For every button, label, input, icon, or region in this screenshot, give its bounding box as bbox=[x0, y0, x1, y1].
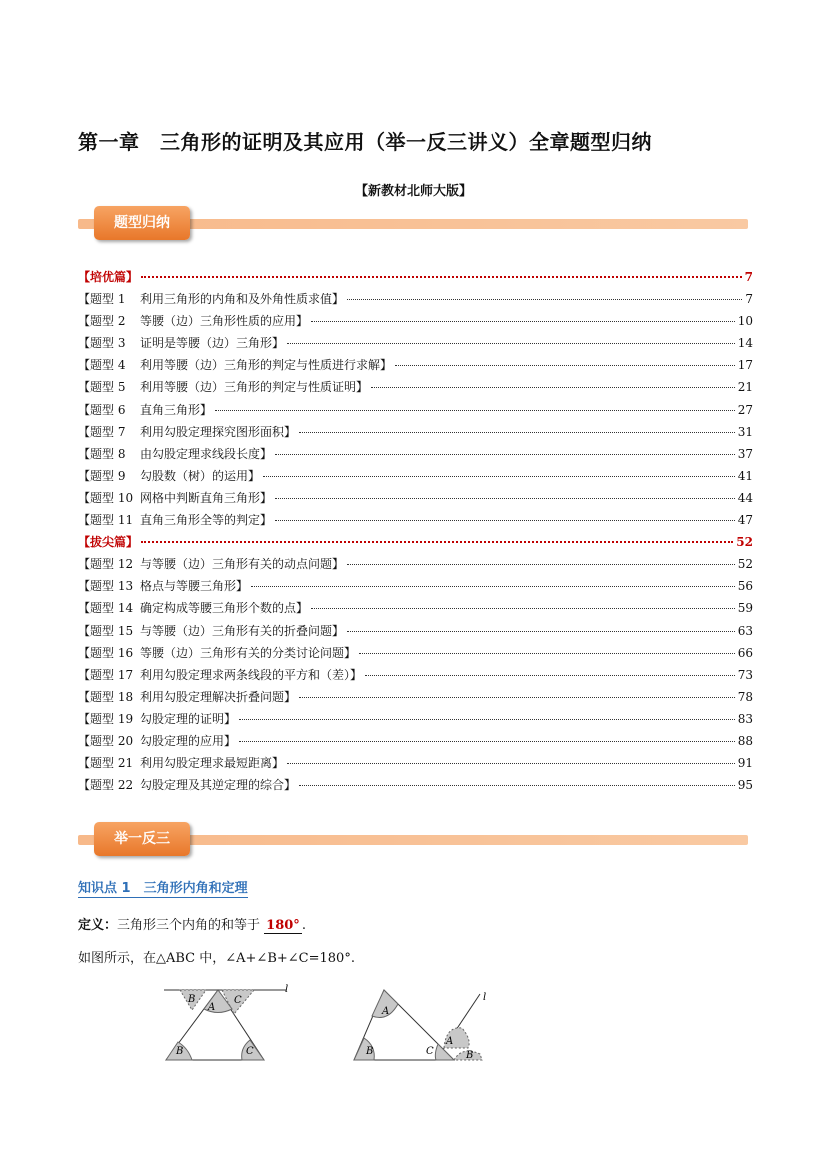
toc-item-number: 【题型 4 bbox=[78, 358, 126, 373]
toc-item-number: 【题型 7 bbox=[78, 424, 126, 439]
toc-item-text: 利用三角形的内角和及外角性质求值】 bbox=[140, 292, 345, 307]
toc-page-number: 44 bbox=[737, 490, 753, 505]
label-l: l bbox=[285, 984, 289, 995]
toc-item-number: 【题型 21 bbox=[78, 756, 134, 771]
label-b-copy: B bbox=[466, 1050, 474, 1061]
section-banner-examples bbox=[78, 822, 748, 858]
toc-page-number: 63 bbox=[737, 623, 753, 638]
toc-item-row[interactable] bbox=[78, 356, 753, 378]
toc-page-number: 10 bbox=[737, 314, 753, 329]
toc-item-text: 格点与等腰三角形】 bbox=[140, 579, 249, 594]
toc-item-text: 勾股定理的应用】 bbox=[140, 733, 237, 748]
label-b: B bbox=[176, 1046, 184, 1057]
toc-item-row[interactable] bbox=[78, 644, 753, 666]
toc-leader-dots bbox=[311, 321, 735, 322]
toc-item-label bbox=[78, 622, 344, 639]
banner-tab: 举一反三 bbox=[94, 822, 190, 856]
toc-page-number: 7 bbox=[745, 292, 753, 307]
toc-page-number: 31 bbox=[737, 424, 753, 439]
toc-leader-dots bbox=[239, 741, 735, 742]
toc-item-text: 由勾股定理求线段长度】 bbox=[140, 446, 273, 461]
toc-item-text: 证明是等腰（边）三角形】 bbox=[140, 336, 285, 351]
toc-item-number: 【题型 14 bbox=[78, 601, 134, 616]
toc-item-label bbox=[78, 688, 296, 705]
toc-item-row[interactable] bbox=[78, 378, 753, 400]
toc-item-row[interactable] bbox=[78, 467, 753, 489]
definition-label: 定义： bbox=[78, 918, 118, 933]
toc-item-row[interactable] bbox=[78, 622, 753, 644]
toc-item-number: 【题型 11 bbox=[78, 513, 134, 528]
example-statement: 如图所示，在△ABC 中，∠A+∠B+∠C=180°. bbox=[78, 951, 355, 966]
toc-page-number: 37 bbox=[737, 446, 753, 461]
toc-item-label bbox=[78, 378, 368, 395]
toc-item-text: 直角三角形全等的判定】 bbox=[140, 513, 273, 528]
toc-item-text: 确定构成等腰三角形个数的点】 bbox=[140, 601, 309, 616]
toc-item-text: 利用勾股定理解决折叠问题】 bbox=[140, 689, 297, 704]
toc-item-label bbox=[78, 356, 392, 373]
definition-answer: 180° bbox=[266, 918, 300, 933]
knowledge-point-heading: 知识点 1 三角形内角和定理 bbox=[78, 877, 248, 898]
toc-page-number: 47 bbox=[737, 513, 753, 528]
toc-item-number: 【题型 19 bbox=[78, 711, 134, 726]
table-of-contents bbox=[78, 268, 753, 798]
toc-page-number: 83 bbox=[737, 711, 753, 726]
toc-leader-dots bbox=[371, 387, 735, 388]
toc-item-row[interactable] bbox=[78, 599, 753, 621]
toc-leader-dots bbox=[299, 432, 735, 433]
toc-page-number: 66 bbox=[737, 645, 753, 660]
label-c: C bbox=[246, 1046, 254, 1057]
toc-leader-dots bbox=[275, 520, 735, 521]
toc-item-text: 直角三角形】 bbox=[140, 402, 213, 417]
section-banner-types bbox=[78, 206, 748, 242]
definition-end: . bbox=[301, 918, 306, 933]
toc-item-row[interactable] bbox=[78, 577, 753, 599]
toc-item-number: 【题型 2 bbox=[78, 314, 126, 329]
toc-section-label: 【培优篇】 bbox=[78, 270, 139, 284]
toc-item-label bbox=[78, 732, 236, 749]
toc-page-number: 7 bbox=[744, 270, 753, 284]
toc-leader-dots bbox=[299, 785, 735, 786]
toc-item-number: 【题型 10 bbox=[78, 490, 134, 505]
toc-item-text: 利用勾股定理求两条线段的平方和（差）】 bbox=[140, 667, 363, 682]
toc-item-label bbox=[78, 489, 272, 506]
toc-item-number: 【题型 6 bbox=[78, 402, 126, 417]
toc-item-label bbox=[78, 754, 284, 771]
toc-item-row[interactable] bbox=[78, 445, 753, 467]
toc-item-label bbox=[78, 599, 308, 616]
toc-page-number: 27 bbox=[737, 402, 753, 417]
toc-section-row[interactable] bbox=[78, 268, 753, 290]
label-a-copy: A bbox=[446, 1036, 454, 1047]
toc-leader-dots bbox=[141, 276, 742, 278]
toc-item-label bbox=[78, 644, 356, 661]
toc-item-number: 【题型 16 bbox=[78, 645, 134, 660]
toc-item-number: 【题型 15 bbox=[78, 623, 134, 638]
page-title: 第一章 三角形的证明及其应用（举一反三讲义）全章题型归纳 bbox=[78, 130, 652, 154]
toc-page-number: 73 bbox=[737, 667, 753, 682]
toc-page-number: 14 bbox=[737, 336, 753, 351]
toc-item-number: 【题型 17 bbox=[78, 667, 134, 682]
toc-leader-dots bbox=[239, 719, 735, 720]
label-c-top: C bbox=[234, 995, 242, 1006]
toc-leader-dots bbox=[287, 763, 735, 764]
toc-page-number: 52 bbox=[737, 557, 753, 572]
toc-item-row[interactable] bbox=[78, 290, 753, 312]
toc-item-label bbox=[78, 666, 362, 683]
definition-text: 三角形三个内角的和等于 bbox=[117, 918, 261, 933]
toc-item-row[interactable] bbox=[78, 688, 753, 710]
toc-leader-dots bbox=[395, 365, 735, 366]
figure-triangle-folding-1 bbox=[160, 982, 295, 1064]
toc-leader-dots bbox=[275, 454, 735, 455]
toc-item-number: 【题型 22 bbox=[78, 778, 134, 793]
label-b: B bbox=[366, 1046, 374, 1057]
toc-section-label: 【拔尖篇】 bbox=[78, 535, 139, 550]
toc-item-label bbox=[78, 445, 272, 462]
toc-page-number: 91 bbox=[737, 756, 753, 771]
toc-item-number: 【题型 20 bbox=[78, 733, 134, 748]
toc-item-label bbox=[78, 710, 236, 727]
toc-item-row[interactable] bbox=[78, 776, 753, 798]
toc-page-number: 59 bbox=[737, 601, 753, 616]
toc-leader-dots bbox=[215, 410, 735, 411]
toc-leader-dots bbox=[347, 564, 735, 565]
toc-item-row[interactable] bbox=[78, 489, 753, 511]
toc-item-row[interactable] bbox=[78, 732, 753, 754]
toc-item-label bbox=[78, 334, 284, 351]
toc-leader-dots bbox=[359, 653, 735, 654]
toc-item-number: 【题型 8 bbox=[78, 446, 126, 461]
definition-line bbox=[78, 914, 306, 933]
toc-item-label bbox=[78, 776, 296, 793]
toc-leader-dots bbox=[347, 299, 742, 300]
toc-item-text: 勾股数（树）的运用】 bbox=[140, 468, 261, 483]
toc-page-number: 95 bbox=[737, 778, 753, 793]
toc-item-label bbox=[78, 290, 344, 307]
toc-item-row[interactable] bbox=[78, 401, 753, 423]
toc-item-row[interactable] bbox=[78, 666, 753, 688]
toc-item-row[interactable] bbox=[78, 555, 753, 577]
toc-item-row[interactable] bbox=[78, 334, 753, 356]
toc-item-label bbox=[78, 555, 344, 572]
toc-item-label bbox=[78, 423, 296, 440]
toc-item-label bbox=[78, 312, 308, 329]
toc-item-text: 与等腰（边）三角形有关的折叠问题】 bbox=[140, 623, 345, 638]
toc-item-text: 勾股定理及其逆定理的综合】 bbox=[140, 778, 297, 793]
toc-page-number: 21 bbox=[737, 380, 753, 395]
label-a: A bbox=[382, 1006, 390, 1017]
toc-item-text: 网格中判断直角三角形】 bbox=[140, 490, 273, 505]
toc-item-row[interactable] bbox=[78, 312, 753, 334]
toc-page-number: 52 bbox=[736, 535, 753, 550]
toc-leader-dots bbox=[263, 476, 735, 477]
toc-item-text: 利用勾股定理探究图形面积】 bbox=[140, 424, 297, 439]
toc-item-row[interactable] bbox=[78, 511, 753, 533]
toc-item-text: 利用勾股定理求最短距离】 bbox=[140, 756, 285, 771]
toc-page-number: 41 bbox=[737, 468, 753, 483]
toc-item-text: 等腰（边）三角形有关的分类讨论问题】 bbox=[140, 645, 357, 660]
label-l: l bbox=[483, 992, 487, 1003]
toc-leader-dots bbox=[275, 498, 735, 499]
toc-item-label bbox=[78, 401, 212, 418]
toc-item-number: 【题型 13 bbox=[78, 579, 134, 594]
toc-item-text: 勾股定理的证明】 bbox=[140, 711, 237, 726]
toc-item-row[interactable] bbox=[78, 423, 753, 445]
toc-page-number: 88 bbox=[737, 733, 753, 748]
toc-item-row[interactable] bbox=[78, 754, 753, 776]
toc-leader-dots bbox=[311, 608, 735, 609]
toc-item-number: 【题型 18 bbox=[78, 689, 134, 704]
toc-item-text: 利用等腰（边）三角形的判定与性质证明】 bbox=[140, 380, 369, 395]
toc-leader-dots bbox=[287, 343, 735, 344]
toc-item-number: 【题型 9 bbox=[78, 468, 126, 483]
toc-item-label bbox=[78, 577, 248, 594]
toc-item-number: 【题型 3 bbox=[78, 336, 126, 351]
toc-item-number: 【题型 1 bbox=[78, 292, 126, 307]
toc-section-row[interactable] bbox=[78, 533, 753, 555]
toc-page-number: 17 bbox=[737, 358, 753, 373]
toc-item-text: 利用等腰（边）三角形的判定与性质进行求解】 bbox=[140, 358, 393, 373]
label-a: A bbox=[208, 1002, 216, 1013]
toc-item-label bbox=[78, 467, 260, 484]
label-c: C bbox=[426, 1046, 434, 1057]
toc-page-number: 78 bbox=[737, 689, 753, 704]
banner-tab: 题型归纳 bbox=[94, 206, 190, 240]
toc-item-row[interactable] bbox=[78, 710, 753, 732]
toc-leader-dots bbox=[299, 697, 735, 698]
toc-page-number: 56 bbox=[737, 579, 753, 594]
toc-item-text: 与等腰（边）三角形有关的动点问题】 bbox=[140, 557, 345, 572]
toc-item-number: 【题型 12 bbox=[78, 557, 134, 572]
toc-item-number: 【题型 5 bbox=[78, 380, 126, 395]
toc-item-label bbox=[78, 511, 272, 528]
label-b-top: B bbox=[188, 994, 196, 1005]
toc-leader-dots bbox=[365, 675, 735, 676]
toc-leader-dots bbox=[347, 631, 735, 632]
toc-leader-dots bbox=[141, 541, 733, 543]
page-subtitle: 【新教材北师大版】 bbox=[354, 184, 472, 199]
figure-triangle-folding-2 bbox=[350, 982, 495, 1064]
toc-item-text: 等腰（边）三角形性质的应用】 bbox=[140, 314, 309, 329]
toc-leader-dots bbox=[251, 586, 735, 587]
